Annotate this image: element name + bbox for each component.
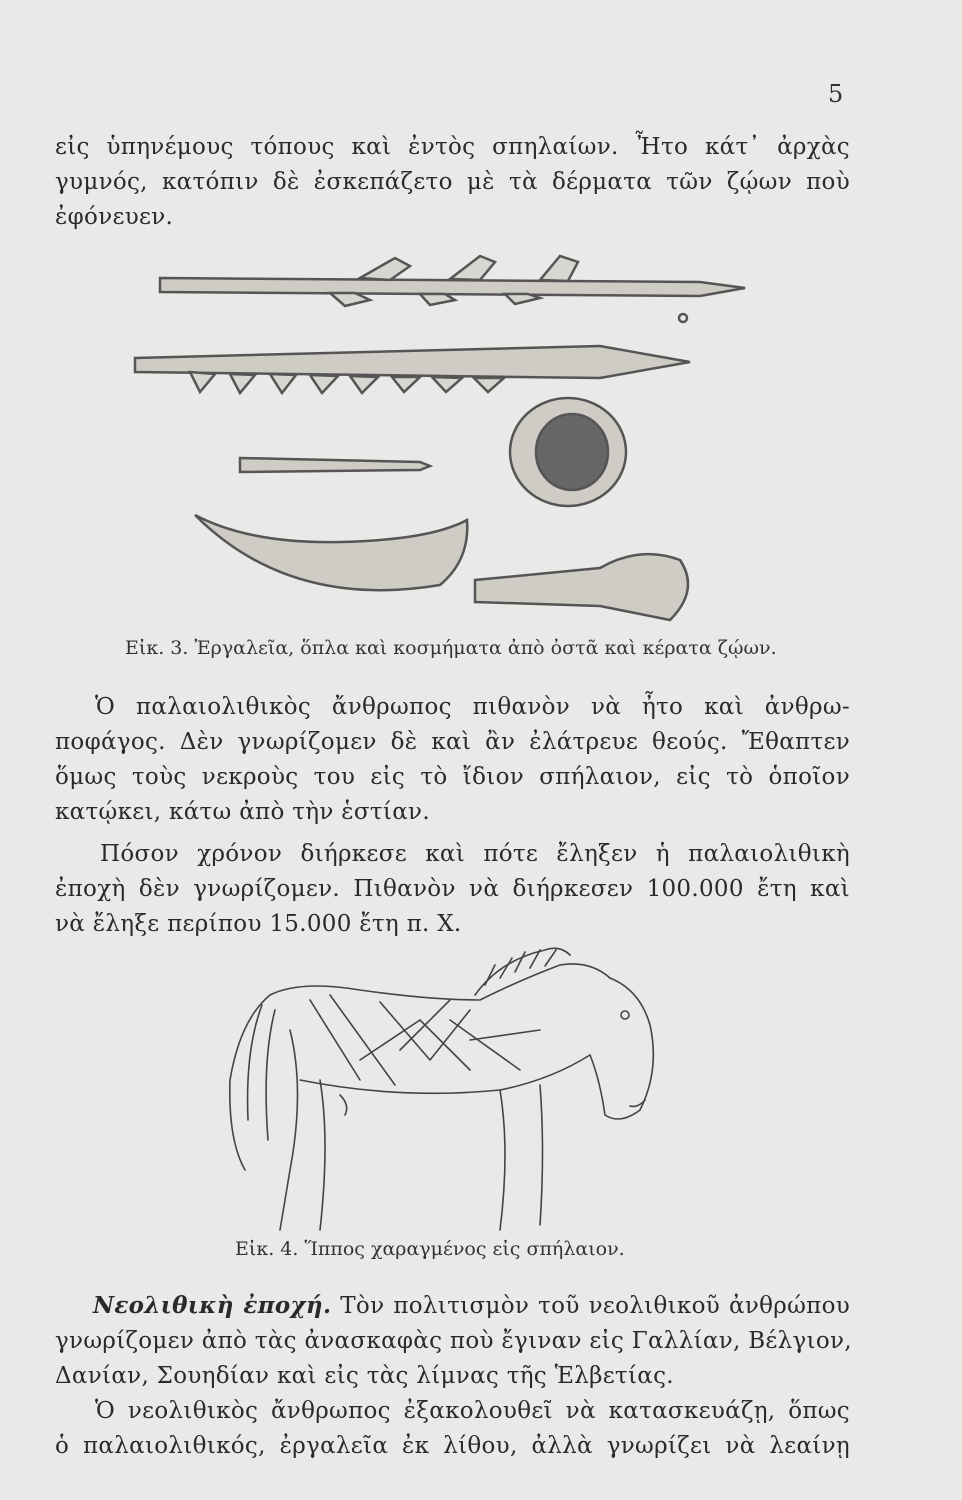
text-line: γνωρίζομεν ἀπὸ τὰς ἀνασκαφὰς ποὺ ἔγιναν εἰς Γαλλίαν, Βέλγιον, <box>55 1328 852 1354</box>
figure-4-horse-engraving <box>0 940 962 1240</box>
text-line: ἐφόνευεν. <box>55 204 174 230</box>
figure-3-caption: Εἰκ. 3. Ἐργαλεῖα, ὅπλα καὶ κοσμήματα ἀπὸ ὀστᾶ καὶ κέρατα ζῴων. <box>125 637 777 659</box>
text-line: Πόσον χρόνον διήρκεσε καὶ πότε ἔληξεν ἡ παλαιολιθικὴ <box>100 841 850 867</box>
figure-4-caption: Εἰκ. 4. Ἵππος χαραγμένος εἰς σπήλαιον. <box>235 1238 625 1260</box>
curved-bone-blade <box>195 515 467 590</box>
text-line: κατῴκει, κάτω ἀπὸ τὴν ἑστίαν. <box>55 799 430 825</box>
harpoon-lower <box>135 346 690 393</box>
harpoon-upper <box>160 256 745 322</box>
paragraph-paleolithic-man <box>55 690 850 830</box>
text-line: Ὁ νεολιθικὸς ἄνθρωπος ἐξακολουθεῖ νὰ κατασκευάζῃ, ὅπως <box>95 1398 850 1424</box>
page-number: 5 <box>828 80 844 108</box>
text-line: ὁ παλαιολιθικός, ἐργαλεῖα ἐκ λίθου, ἀλλὰ γνωρίζει νὰ λεαίνῃ <box>55 1433 850 1459</box>
text-line: νὰ ἔληξε περίπου 15.000 ἔτη π. Χ. <box>55 911 462 937</box>
text-line: ἐποχὴ δὲν γνωρίζομεν. Πιθανὸν νὰ διήρκεσεν 100.000 ἔτη καὶ <box>55 876 850 902</box>
text-line: ὅμως τοὺς νεκροὺς του εἰς τὸ ἴδιον σπήλαιον, εἰς τὸ ὁποῖον <box>55 764 850 790</box>
section-heading-neolithic: Νεολιθικὴ ἐποχή. <box>93 1292 332 1319</box>
paragraph-neolithic <box>55 1288 850 1394</box>
text-line: γυμνός, κατόπιν δὲ ἐσκεπάζετο μὲ τὰ δέρματα τῶν ζῴων ποὺ <box>55 169 850 195</box>
bone-spatula <box>475 554 688 620</box>
bone-needle <box>240 458 430 472</box>
paragraph-duration <box>55 837 850 942</box>
text-line: ποφάγος. Δὲν γνωρίζομεν δὲ καὶ ἂν ἐλάτρευε θεούς. Ἔθαπτεν <box>55 729 850 755</box>
text-line <box>55 1288 850 1324</box>
paragraph-neolithic-tools <box>55 1394 850 1464</box>
text-line: Ὁ παλαιολιθικὸς ἄνθρωπος πιθανὸν νὰ ἦτο καὶ ἀνθρω- <box>95 694 850 720</box>
shell-ornament <box>510 398 626 506</box>
text-line: εἰς ὑπηνέμους τόπους καὶ ἐντὸς σπηλαίων. Ἦτο κάτ᾽ ἀρχὰς <box>55 134 850 160</box>
text-fragment: Τὸν πολιτισμὸν τοῦ νεολιθικοῦ ἀνθρώπου <box>340 1293 851 1319</box>
text-line: Δανίαν, Σουηδίαν καὶ εἰς τὰς λίμνας τῆς Ἑλβετίας. <box>55 1363 674 1389</box>
figure-3-bone-tools <box>0 0 962 640</box>
